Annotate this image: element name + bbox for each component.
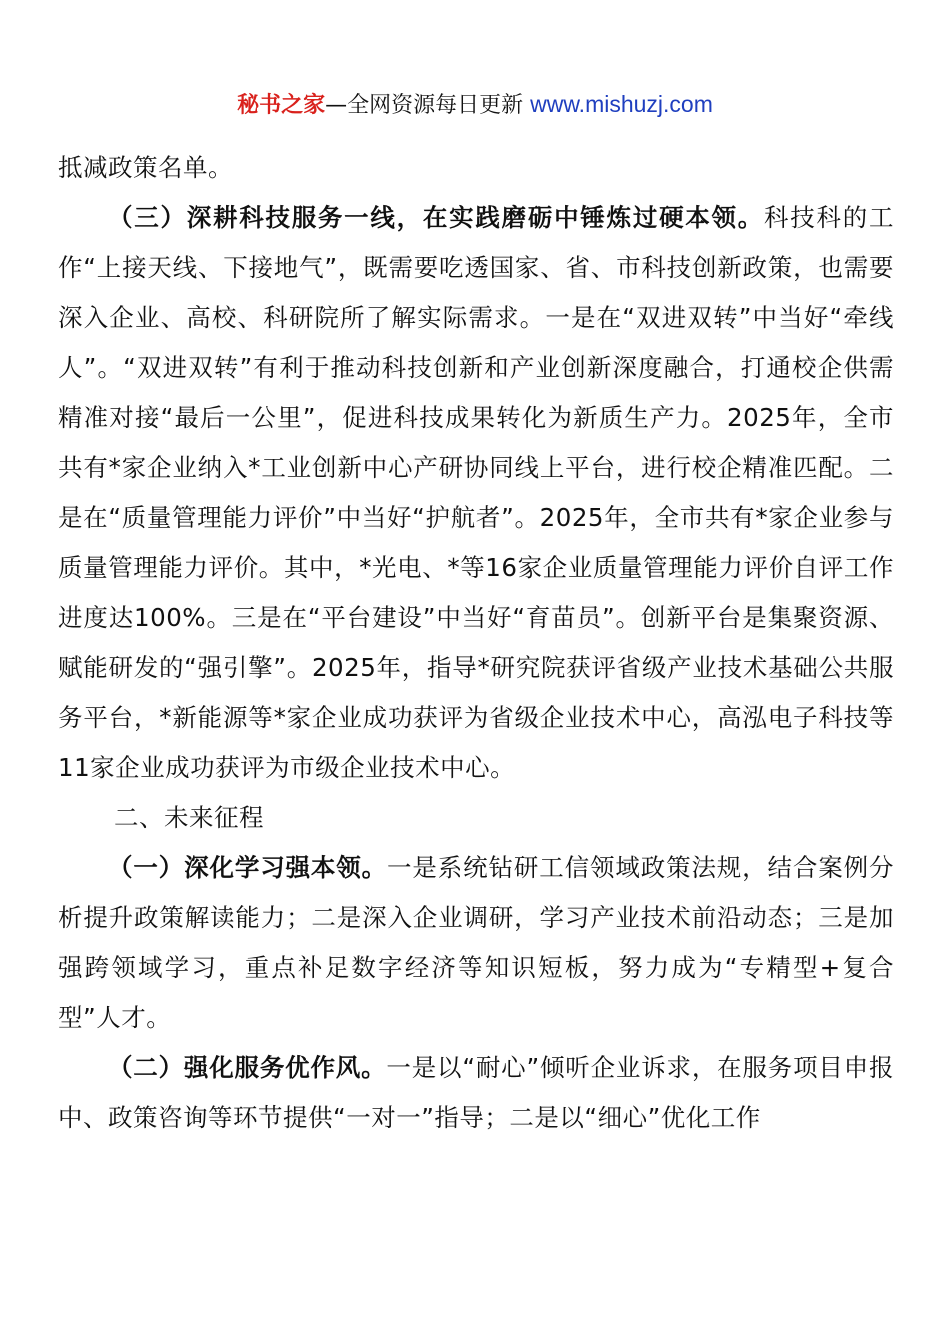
chapter-heading-future: [58, 793, 894, 843]
paragraph-section-3: [58, 193, 894, 793]
paragraph-section-2: [58, 1043, 894, 1143]
paragraph-text: 一是以“耐心”倾听企业诉求，在服务项目申报中、政策咨询等环节提供“一对一”指导；二是以“细心”优化工作: [58, 1053, 895, 1132]
document-body: [58, 143, 894, 1143]
paragraph-text: 抵减政策名单。: [58, 153, 233, 182]
paragraph-continuation: [58, 143, 894, 193]
site-header: [0, 88, 950, 122]
site-url-link[interactable]: www.mishuzj.com: [530, 91, 713, 117]
paragraph-section-1: [58, 843, 894, 1043]
section-heading: （三）深耕科技服务一线，在实践磨砺中锤炼过硬本领。: [108, 203, 765, 232]
chapter-title: 二、未来征程: [114, 803, 264, 832]
site-slogan: —全网资源每日更新: [325, 93, 531, 118]
section-heading: （一）深化学习强本领。: [108, 853, 388, 882]
paragraph-text: 一是系统钻研工信领域政策法规，结合案例分析提升政策解读能力；二是深入企业调研，学习产业技术前沿动态；三是加强跨领域学习，重点补足数字经济等知识短板，努力成为“专精型+复合型”人才。: [58, 853, 895, 1032]
site-name: 秘书之家: [237, 93, 326, 118]
paragraph-text: 科技科的工作“上接天线、下接地气”，既需要吃透国家、省、市科技创新政策，也需要深入企业、高校、科研院所了解实际需求。一是在“双进双转”中当好“牵线人”。“双进双转”有利于推动科技创新和产业创新深度融合，打通校企供需精准对接“最后一公里”，促进科技成果转化为新质生产力。2025年，全市共有*家企业纳入*工业创新中心产研协同线上平台，进行校企精准匹配。二是在“质量管理能力评价”中当好“护航者”。2025年，全市共有*家企业参与质量管理能力评价。其中，*光电、*等16家企业质量管理能力评价自评工作进度达100%。三是在“平台建设”中当好“育苗员”。创新平台是集聚资源、赋能研发的“强引擎”。2025年，指导*研究院获评省级产业技术基础公共服务平台，*新能源等*家企业成功获评为省级企业技术中心，高泓电子科技等11家企业成功获评为市级企业技术中心。: [58, 203, 895, 782]
section-heading: （二）强化服务优作风。: [108, 1053, 387, 1082]
